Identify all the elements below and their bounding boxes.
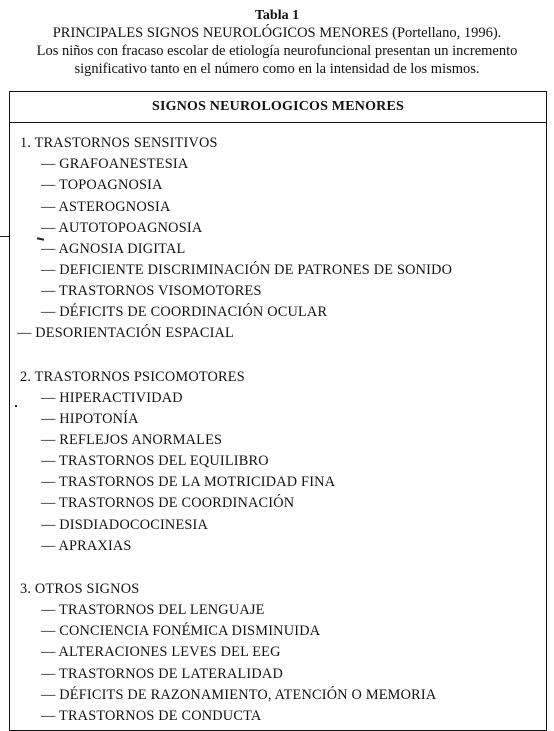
table-caption	[0, 8, 554, 78]
list-item: — TRASTORNOS DE LATERALIDAD	[41, 666, 283, 682]
section-2-title: 2. TRASTORNOS PSICOMOTORES	[20, 369, 245, 385]
list-item: — TRASTORNOS DE LA MOTRICIDAD FINA	[41, 474, 336, 490]
list-item: — AUTOTOPOAGNOSIA	[41, 220, 203, 236]
list-item: — DISDIADOCOCINESIA	[41, 517, 209, 533]
list-item: — DÉFICITS DE COORDINACIÓN OCULAR	[41, 304, 328, 320]
list-item: — DÉFICITS DE RAZONAMIENTO, ATENCIÓN O MEMORIA	[41, 687, 437, 703]
list-item: — AGNOSIA DIGITAL	[41, 241, 186, 257]
list-item: — TRASTORNOS DE COORDINACIÓN	[41, 495, 295, 511]
list-item: — APRAXIAS	[41, 538, 132, 554]
list-item: — GRAFOANESTESIA	[41, 156, 189, 172]
section-1-title: 1. TRASTORNOS SENSITIVOS	[20, 135, 218, 151]
signs-table	[9, 91, 547, 731]
list-item: — CONCIENCIA FONÉMICA DISMINUIDA	[41, 623, 321, 639]
section-3-title: 3. OTROS SIGNOS	[20, 581, 140, 597]
list-item: — TOPOAGNOSIA	[41, 177, 163, 193]
list-item: — ALTERACIONES LEVES DEL EEG	[41, 644, 281, 660]
list-item: — HIPERACTIVIDAD	[41, 390, 183, 406]
list-item: — TRASTORNOS DE CONDUCTA	[41, 708, 262, 724]
list-item: — TRASTORNOS VISOMOTORES	[41, 283, 262, 299]
list-item: — DESORIENTACIÓN ESPACIAL	[17, 325, 234, 341]
list-item: — HIPOTONÍA	[41, 411, 139, 427]
scan-mark	[15, 405, 17, 407]
table-number: Tabla 1	[254, 8, 300, 23]
list-item: — ASTEROGNOSIA	[41, 199, 171, 215]
caption-description-line-2: significativo tanto en el número como en la intensidad de los mismos.	[74, 61, 480, 77]
list-item: — TRASTORNOS DEL LENGUAJE	[41, 602, 265, 618]
list-item: — DEFICIENTE DISCRIMINACIÓN DE PATRONES DE SONIDO	[41, 262, 453, 278]
scan-mark	[0, 236, 9, 237]
caption-description-line-1: Los niños con fracaso escolar de etiología neurofuncional presentan un incremento	[36, 43, 518, 59]
caption-title-line: PRINCIPALES SIGNOS NEUROLÓGICOS MENORES (Portellano, 1996).	[52, 25, 502, 41]
list-item: — TRASTORNOS DEL EQUILIBRO	[41, 453, 269, 469]
list-item: — REFLEJOS ANORMALES	[41, 432, 223, 448]
table-header: SIGNOS NEUROLOGICOS MENORES	[10, 92, 546, 123]
